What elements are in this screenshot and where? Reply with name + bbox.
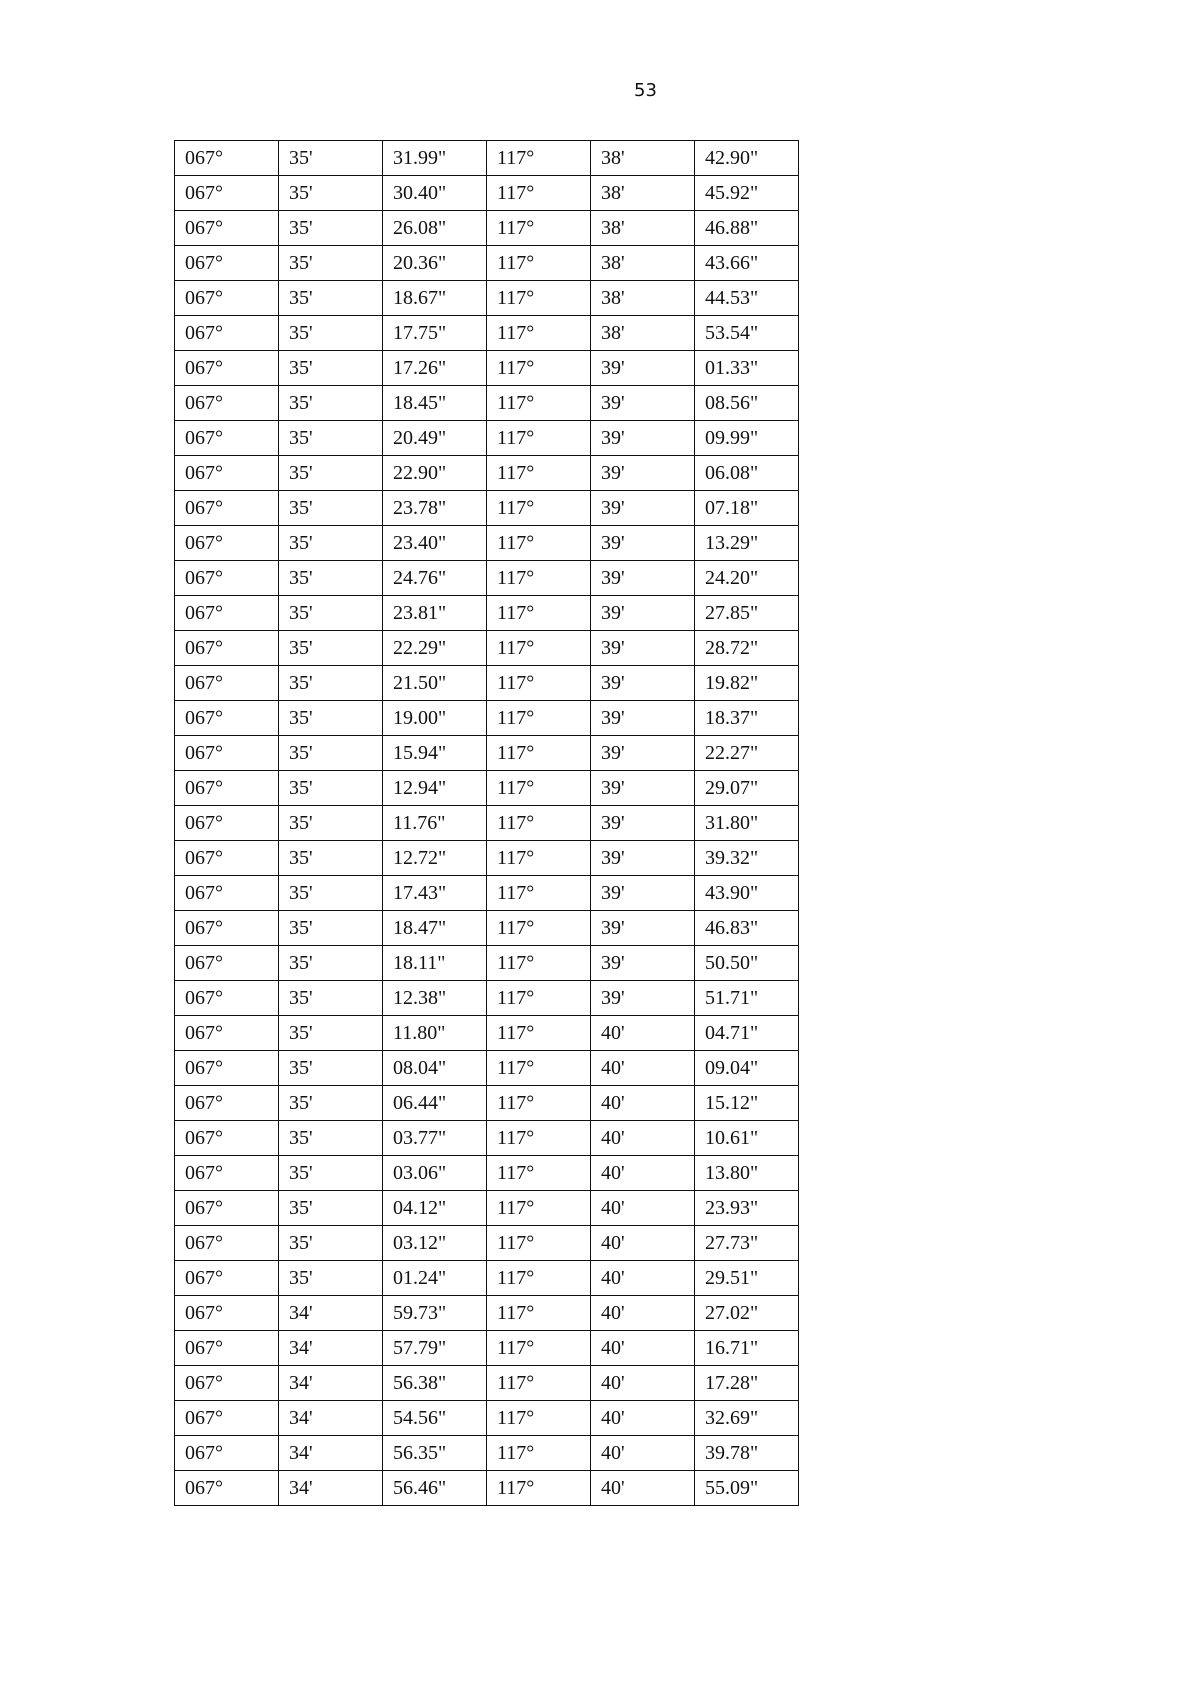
cell-lat-degrees: 067° <box>175 1016 279 1051</box>
cell-lon-degrees: 117° <box>487 1226 591 1261</box>
cell-lon-seconds: 44.53" <box>695 281 799 316</box>
cell-lat-minutes: 35' <box>279 806 383 841</box>
cell-lat-degrees: 067° <box>175 981 279 1016</box>
cell-lat-degrees: 067° <box>175 281 279 316</box>
cell-lon-minutes: 40' <box>591 1051 695 1086</box>
cell-lat-degrees: 067° <box>175 1471 279 1506</box>
cell-lat-seconds: 18.67" <box>383 281 487 316</box>
cell-lon-degrees: 117° <box>487 771 591 806</box>
cell-lat-minutes: 35' <box>279 491 383 526</box>
cell-lat-seconds: 56.38" <box>383 1366 487 1401</box>
cell-lon-seconds: 16.71" <box>695 1331 799 1366</box>
table-row <box>175 911 799 946</box>
cell-lon-minutes: 40' <box>591 1156 695 1191</box>
cell-lon-degrees: 117° <box>487 491 591 526</box>
cell-lon-seconds: 27.85" <box>695 596 799 631</box>
cell-lon-minutes: 39' <box>591 386 695 421</box>
cell-lat-minutes: 35' <box>279 176 383 211</box>
table-row <box>175 141 799 176</box>
cell-lon-degrees: 117° <box>487 596 591 631</box>
cell-lon-degrees: 117° <box>487 316 591 351</box>
cell-lon-seconds: 13.29" <box>695 526 799 561</box>
cell-lon-degrees: 117° <box>487 701 591 736</box>
table-row <box>175 421 799 456</box>
cell-lon-degrees: 117° <box>487 351 591 386</box>
cell-lat-minutes: 35' <box>279 841 383 876</box>
table-row <box>175 841 799 876</box>
table-row <box>175 176 799 211</box>
cell-lat-minutes: 34' <box>279 1366 383 1401</box>
cell-lon-seconds: 09.04" <box>695 1051 799 1086</box>
cell-lat-degrees: 067° <box>175 1331 279 1366</box>
cell-lat-degrees: 067° <box>175 666 279 701</box>
cell-lon-minutes: 38' <box>591 281 695 316</box>
cell-lon-seconds: 32.69" <box>695 1401 799 1436</box>
cell-lat-seconds: 31.99" <box>383 141 487 176</box>
cell-lat-minutes: 35' <box>279 456 383 491</box>
cell-lat-degrees: 067° <box>175 1401 279 1436</box>
cell-lon-degrees: 117° <box>487 876 591 911</box>
table-row <box>175 1156 799 1191</box>
cell-lon-minutes: 40' <box>591 1471 695 1506</box>
cell-lon-seconds: 45.92" <box>695 176 799 211</box>
cell-lat-degrees: 067° <box>175 806 279 841</box>
cell-lat-minutes: 35' <box>279 981 383 1016</box>
table-row <box>175 1086 799 1121</box>
table-row <box>175 1331 799 1366</box>
page-number: 53 <box>634 80 657 101</box>
cell-lon-minutes: 39' <box>591 631 695 666</box>
cell-lat-minutes: 35' <box>279 246 383 281</box>
cell-lon-degrees: 117° <box>487 1051 591 1086</box>
cell-lat-minutes: 35' <box>279 1121 383 1156</box>
cell-lat-degrees: 067° <box>175 246 279 281</box>
cell-lon-seconds: 22.27" <box>695 736 799 771</box>
table-row <box>175 1261 799 1296</box>
table-row <box>175 981 799 1016</box>
cell-lon-minutes: 39' <box>591 421 695 456</box>
table-row <box>175 1121 799 1156</box>
cell-lat-degrees: 067° <box>175 1296 279 1331</box>
cell-lat-minutes: 34' <box>279 1401 383 1436</box>
cell-lat-minutes: 35' <box>279 386 383 421</box>
cell-lat-degrees: 067° <box>175 1156 279 1191</box>
cell-lon-seconds: 43.66" <box>695 246 799 281</box>
table-row <box>175 1226 799 1261</box>
cell-lon-seconds: 18.37" <box>695 701 799 736</box>
cell-lat-seconds: 22.90" <box>383 456 487 491</box>
cell-lat-degrees: 067° <box>175 841 279 876</box>
cell-lat-degrees: 067° <box>175 1226 279 1261</box>
cell-lon-minutes: 40' <box>591 1331 695 1366</box>
cell-lon-degrees: 117° <box>487 1261 591 1296</box>
cell-lat-minutes: 35' <box>279 596 383 631</box>
cell-lat-seconds: 03.06" <box>383 1156 487 1191</box>
cell-lon-minutes: 39' <box>591 491 695 526</box>
table-row <box>175 316 799 351</box>
table-row <box>175 1296 799 1331</box>
cell-lon-seconds: 04.71" <box>695 1016 799 1051</box>
cell-lon-minutes: 39' <box>591 841 695 876</box>
cell-lon-degrees: 117° <box>487 1436 591 1471</box>
cell-lat-degrees: 067° <box>175 1191 279 1226</box>
cell-lat-degrees: 067° <box>175 596 279 631</box>
cell-lon-degrees: 117° <box>487 911 591 946</box>
cell-lon-degrees: 117° <box>487 1086 591 1121</box>
cell-lon-seconds: 53.54" <box>695 316 799 351</box>
cell-lat-degrees: 067° <box>175 421 279 456</box>
cell-lon-degrees: 117° <box>487 526 591 561</box>
cell-lat-minutes: 34' <box>279 1331 383 1366</box>
cell-lat-minutes: 35' <box>279 351 383 386</box>
table-row <box>175 456 799 491</box>
cell-lon-minutes: 40' <box>591 1191 695 1226</box>
cell-lon-minutes: 39' <box>591 596 695 631</box>
cell-lat-seconds: 03.12" <box>383 1226 487 1261</box>
cell-lon-minutes: 40' <box>591 1296 695 1331</box>
cell-lat-degrees: 067° <box>175 736 279 771</box>
cell-lon-seconds: 31.80" <box>695 806 799 841</box>
table-row <box>175 1401 799 1436</box>
table-row <box>175 701 799 736</box>
cell-lon-degrees: 117° <box>487 421 591 456</box>
cell-lat-degrees: 067° <box>175 386 279 421</box>
cell-lat-minutes: 35' <box>279 421 383 456</box>
cell-lon-seconds: 43.90" <box>695 876 799 911</box>
table-row <box>175 771 799 806</box>
cell-lon-degrees: 117° <box>487 806 591 841</box>
cell-lat-seconds: 04.12" <box>383 1191 487 1226</box>
cell-lon-minutes: 40' <box>591 1016 695 1051</box>
cell-lat-degrees: 067° <box>175 771 279 806</box>
cell-lat-seconds: 12.72" <box>383 841 487 876</box>
table-row <box>175 946 799 981</box>
cell-lon-seconds: 10.61" <box>695 1121 799 1156</box>
cell-lat-minutes: 35' <box>279 946 383 981</box>
cell-lat-minutes: 35' <box>279 1086 383 1121</box>
cell-lon-minutes: 39' <box>591 456 695 491</box>
cell-lon-seconds: 42.90" <box>695 141 799 176</box>
cell-lon-degrees: 117° <box>487 666 591 701</box>
table-row <box>175 1191 799 1226</box>
cell-lon-seconds: 09.99" <box>695 421 799 456</box>
cell-lat-seconds: 17.75" <box>383 316 487 351</box>
cell-lat-seconds: 23.81" <box>383 596 487 631</box>
cell-lat-minutes: 35' <box>279 876 383 911</box>
cell-lat-degrees: 067° <box>175 141 279 176</box>
cell-lon-minutes: 39' <box>591 526 695 561</box>
cell-lat-degrees: 067° <box>175 911 279 946</box>
table-row <box>175 1366 799 1401</box>
cell-lat-degrees: 067° <box>175 351 279 386</box>
cell-lat-minutes: 35' <box>279 1051 383 1086</box>
cell-lon-degrees: 117° <box>487 1366 591 1401</box>
cell-lon-seconds: 51.71" <box>695 981 799 1016</box>
table-row <box>175 596 799 631</box>
cell-lon-degrees: 117° <box>487 631 591 666</box>
cell-lat-minutes: 35' <box>279 701 383 736</box>
cell-lon-minutes: 39' <box>591 806 695 841</box>
table-row <box>175 491 799 526</box>
cell-lon-seconds: 29.51" <box>695 1261 799 1296</box>
cell-lat-degrees: 067° <box>175 1366 279 1401</box>
cell-lon-degrees: 117° <box>487 736 591 771</box>
table-row <box>175 281 799 316</box>
cell-lat-seconds: 20.49" <box>383 421 487 456</box>
cell-lon-minutes: 38' <box>591 141 695 176</box>
cell-lat-seconds: 18.45" <box>383 386 487 421</box>
cell-lat-seconds: 22.29" <box>383 631 487 666</box>
cell-lon-minutes: 39' <box>591 911 695 946</box>
cell-lat-minutes: 35' <box>279 1191 383 1226</box>
cell-lon-minutes: 40' <box>591 1226 695 1261</box>
cell-lon-degrees: 117° <box>487 1471 591 1506</box>
cell-lon-degrees: 117° <box>487 176 591 211</box>
cell-lat-minutes: 35' <box>279 736 383 771</box>
cell-lat-degrees: 067° <box>175 1051 279 1086</box>
cell-lat-minutes: 35' <box>279 1156 383 1191</box>
cell-lat-seconds: 11.80" <box>383 1016 487 1051</box>
cell-lon-minutes: 40' <box>591 1401 695 1436</box>
cell-lon-degrees: 117° <box>487 1296 591 1331</box>
cell-lat-seconds: 54.56" <box>383 1401 487 1436</box>
cell-lon-degrees: 117° <box>487 981 591 1016</box>
cell-lon-degrees: 117° <box>487 1156 591 1191</box>
coordinate-table <box>174 140 799 1506</box>
cell-lat-minutes: 35' <box>279 631 383 666</box>
cell-lat-degrees: 067° <box>175 876 279 911</box>
cell-lat-minutes: 35' <box>279 666 383 701</box>
cell-lat-degrees: 067° <box>175 1261 279 1296</box>
cell-lon-minutes: 40' <box>591 1086 695 1121</box>
cell-lon-seconds: 07.18" <box>695 491 799 526</box>
cell-lon-seconds: 24.20" <box>695 561 799 596</box>
cell-lon-seconds: 29.07" <box>695 771 799 806</box>
cell-lat-seconds: 06.44" <box>383 1086 487 1121</box>
cell-lat-degrees: 067° <box>175 211 279 246</box>
cell-lat-minutes: 35' <box>279 561 383 596</box>
cell-lat-seconds: 15.94" <box>383 736 487 771</box>
cell-lat-minutes: 34' <box>279 1436 383 1471</box>
cell-lat-degrees: 067° <box>175 1121 279 1156</box>
table-row <box>175 211 799 246</box>
cell-lat-minutes: 34' <box>279 1296 383 1331</box>
cell-lat-minutes: 35' <box>279 281 383 316</box>
cell-lon-seconds: 06.08" <box>695 456 799 491</box>
cell-lon-degrees: 117° <box>487 1191 591 1226</box>
cell-lat-seconds: 26.08" <box>383 211 487 246</box>
cell-lon-seconds: 39.78" <box>695 1436 799 1471</box>
table-row <box>175 526 799 561</box>
cell-lon-seconds: 46.88" <box>695 211 799 246</box>
cell-lat-minutes: 35' <box>279 1261 383 1296</box>
cell-lon-minutes: 40' <box>591 1366 695 1401</box>
cell-lon-seconds: 17.28" <box>695 1366 799 1401</box>
cell-lat-degrees: 067° <box>175 491 279 526</box>
cell-lat-minutes: 35' <box>279 911 383 946</box>
cell-lon-seconds: 55.09" <box>695 1471 799 1506</box>
cell-lon-minutes: 39' <box>591 876 695 911</box>
cell-lat-seconds: 56.35" <box>383 1436 487 1471</box>
cell-lat-minutes: 35' <box>279 316 383 351</box>
cell-lat-seconds: 01.24" <box>383 1261 487 1296</box>
cell-lat-seconds: 12.38" <box>383 981 487 1016</box>
cell-lon-minutes: 40' <box>591 1436 695 1471</box>
cell-lat-seconds: 18.11" <box>383 946 487 981</box>
cell-lat-seconds: 11.76" <box>383 806 487 841</box>
cell-lon-minutes: 38' <box>591 246 695 281</box>
cell-lon-degrees: 117° <box>487 386 591 421</box>
cell-lat-seconds: 17.26" <box>383 351 487 386</box>
table-row <box>175 806 799 841</box>
table-row <box>175 1051 799 1086</box>
cell-lon-degrees: 117° <box>487 141 591 176</box>
cell-lat-seconds: 23.40" <box>383 526 487 561</box>
table-row <box>175 736 799 771</box>
cell-lat-seconds: 20.36" <box>383 246 487 281</box>
cell-lon-seconds: 27.02" <box>695 1296 799 1331</box>
cell-lat-seconds: 21.50" <box>383 666 487 701</box>
cell-lat-seconds: 59.73" <box>383 1296 487 1331</box>
cell-lat-degrees: 067° <box>175 631 279 666</box>
cell-lon-seconds: 13.80" <box>695 1156 799 1191</box>
cell-lon-seconds: 23.93" <box>695 1191 799 1226</box>
cell-lat-seconds: 57.79" <box>383 1331 487 1366</box>
cell-lon-degrees: 117° <box>487 246 591 281</box>
cell-lon-degrees: 117° <box>487 281 591 316</box>
cell-lat-minutes: 35' <box>279 141 383 176</box>
cell-lat-seconds: 08.04" <box>383 1051 487 1086</box>
cell-lat-seconds: 17.43" <box>383 876 487 911</box>
cell-lon-seconds: 01.33" <box>695 351 799 386</box>
cell-lat-degrees: 067° <box>175 1436 279 1471</box>
cell-lat-seconds: 24.76" <box>383 561 487 596</box>
table-row <box>175 1436 799 1471</box>
cell-lat-seconds: 03.77" <box>383 1121 487 1156</box>
cell-lon-degrees: 117° <box>487 456 591 491</box>
cell-lon-seconds: 08.56" <box>695 386 799 421</box>
cell-lon-minutes: 38' <box>591 316 695 351</box>
cell-lat-degrees: 067° <box>175 316 279 351</box>
cell-lon-minutes: 40' <box>591 1121 695 1156</box>
cell-lon-seconds: 19.82" <box>695 666 799 701</box>
cell-lon-degrees: 117° <box>487 841 591 876</box>
cell-lat-degrees: 067° <box>175 561 279 596</box>
cell-lat-seconds: 56.46" <box>383 1471 487 1506</box>
cell-lon-minutes: 40' <box>591 1261 695 1296</box>
cell-lat-seconds: 12.94" <box>383 771 487 806</box>
cell-lon-minutes: 39' <box>591 736 695 771</box>
cell-lon-degrees: 117° <box>487 561 591 596</box>
cell-lat-seconds: 19.00" <box>383 701 487 736</box>
cell-lat-minutes: 35' <box>279 771 383 806</box>
table-row <box>175 1471 799 1506</box>
cell-lon-minutes: 39' <box>591 351 695 386</box>
cell-lat-degrees: 067° <box>175 1086 279 1121</box>
cell-lat-seconds: 18.47" <box>383 911 487 946</box>
coordinate-table-body <box>175 141 799 1506</box>
cell-lon-degrees: 117° <box>487 946 591 981</box>
cell-lon-seconds: 46.83" <box>695 911 799 946</box>
cell-lon-seconds: 15.12" <box>695 1086 799 1121</box>
cell-lat-minutes: 34' <box>279 1471 383 1506</box>
cell-lon-minutes: 38' <box>591 211 695 246</box>
table-row <box>175 1016 799 1051</box>
cell-lat-minutes: 35' <box>279 1016 383 1051</box>
cell-lon-minutes: 39' <box>591 771 695 806</box>
cell-lat-minutes: 35' <box>279 211 383 246</box>
cell-lat-degrees: 067° <box>175 456 279 491</box>
cell-lon-minutes: 38' <box>591 176 695 211</box>
cell-lat-degrees: 067° <box>175 701 279 736</box>
cell-lon-seconds: 28.72" <box>695 631 799 666</box>
cell-lon-degrees: 117° <box>487 1016 591 1051</box>
cell-lon-seconds: 50.50" <box>695 946 799 981</box>
cell-lat-degrees: 067° <box>175 176 279 211</box>
table-row <box>175 386 799 421</box>
table-row <box>175 666 799 701</box>
table-row <box>175 631 799 666</box>
cell-lat-seconds: 30.40" <box>383 176 487 211</box>
cell-lon-minutes: 39' <box>591 981 695 1016</box>
cell-lon-degrees: 117° <box>487 1331 591 1366</box>
cell-lon-seconds: 39.32" <box>695 841 799 876</box>
table-row <box>175 876 799 911</box>
cell-lon-degrees: 117° <box>487 1121 591 1156</box>
cell-lon-minutes: 39' <box>591 561 695 596</box>
cell-lat-seconds: 23.78" <box>383 491 487 526</box>
cell-lat-minutes: 35' <box>279 526 383 561</box>
cell-lon-degrees: 117° <box>487 211 591 246</box>
cell-lon-minutes: 39' <box>591 666 695 701</box>
cell-lat-degrees: 067° <box>175 946 279 981</box>
cell-lon-minutes: 39' <box>591 946 695 981</box>
cell-lon-minutes: 39' <box>591 701 695 736</box>
cell-lat-minutes: 35' <box>279 1226 383 1261</box>
cell-lon-seconds: 27.73" <box>695 1226 799 1261</box>
cell-lon-degrees: 117° <box>487 1401 591 1436</box>
cell-lat-degrees: 067° <box>175 526 279 561</box>
table-row <box>175 246 799 281</box>
table-row <box>175 561 799 596</box>
table-row <box>175 351 799 386</box>
